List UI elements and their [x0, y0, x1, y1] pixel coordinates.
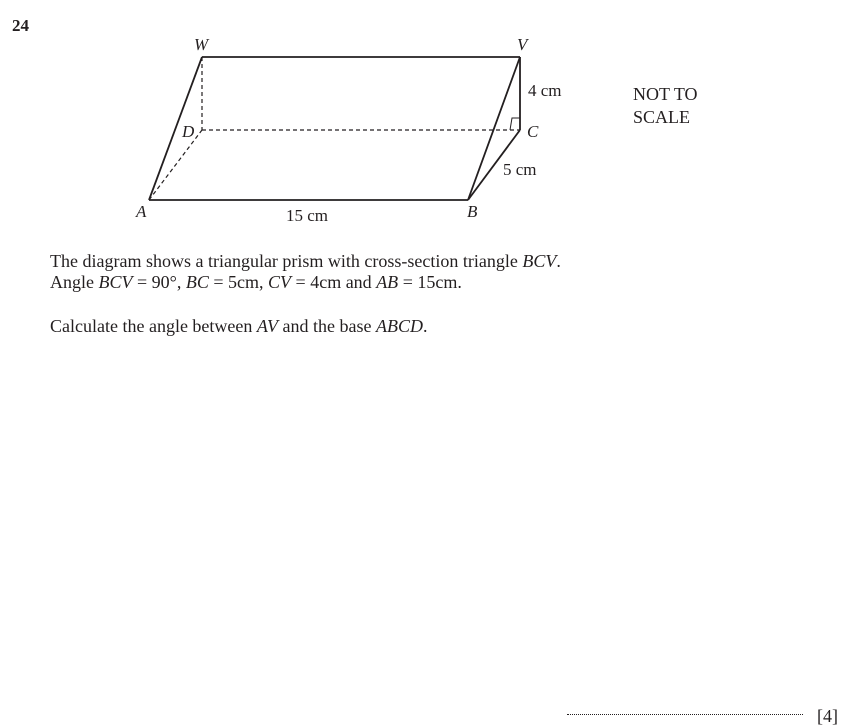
given-text: = 4cm and	[291, 272, 377, 292]
segment-name: BC	[185, 272, 209, 292]
angle-name: BCV	[98, 272, 133, 292]
dimension-cv: 4 cm	[528, 81, 562, 100]
prompt-text: Calculate the angle between	[50, 316, 257, 336]
label-c: C	[527, 122, 539, 141]
prompt-text: .	[422, 316, 428, 336]
given-text: = 15cm.	[398, 272, 462, 292]
given-text: = 5cm,	[208, 272, 269, 292]
given-text: Angle	[50, 272, 99, 292]
answer-line[interactable]	[567, 702, 803, 715]
dimension-ab: 15 cm	[286, 206, 329, 225]
triangle-name: BCV	[522, 251, 557, 271]
statement-end: .	[556, 251, 561, 271]
label-a: A	[136, 202, 147, 221]
given-text: = 90°,	[132, 272, 186, 292]
question-statement-line1	[50, 251, 561, 272]
prompt-text: and the base	[278, 316, 376, 336]
label-d: D	[182, 122, 195, 141]
marks-label: [4]	[817, 706, 838, 726]
right-angle-marker	[510, 118, 520, 130]
not-to-scale-line2: SCALE	[633, 107, 691, 127]
label-b: B	[467, 202, 478, 221]
question-number: 24	[12, 16, 29, 35]
segment-name: AB	[376, 272, 399, 292]
prism-diagram	[0, 0, 853, 240]
question-statement-line2	[50, 272, 462, 293]
segment-name: CV	[268, 272, 292, 292]
not-to-scale-note	[633, 83, 698, 129]
question-prompt	[50, 316, 427, 337]
label-w: W	[194, 35, 209, 54]
plane-name: ABCD	[375, 316, 423, 336]
line-name: AV	[256, 316, 278, 336]
label-v: V	[517, 35, 528, 54]
statement-text: The diagram shows a triangular prism with cross-section triangle	[50, 251, 523, 271]
dimension-bc: 5 cm	[503, 160, 537, 179]
not-to-scale-line1: NOT TO	[633, 84, 698, 104]
